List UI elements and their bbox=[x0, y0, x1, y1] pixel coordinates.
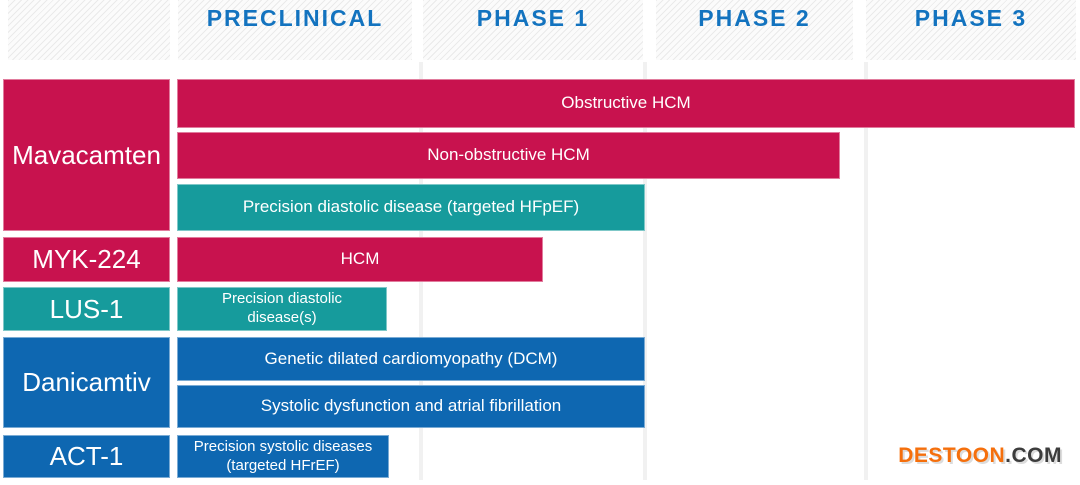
drug-label-lus-1: LUS-1 bbox=[3, 287, 170, 331]
header-phase-1 bbox=[423, 0, 643, 60]
header-phase-3 bbox=[866, 0, 1076, 60]
bar-genetic-dcm: Genetic dilated cardiomyopathy (DCM) bbox=[177, 337, 645, 381]
bar-precision-diastolic-diseases: Precision diastolic disease(s) bbox=[177, 287, 387, 331]
header-spacer-cell bbox=[8, 0, 170, 60]
drug-label-act-1: ACT-1 bbox=[3, 435, 170, 478]
bar-obstructive-hcm: Obstructive HCM bbox=[177, 79, 1075, 128]
header-phase-1-label: PHASE 1 bbox=[476, 5, 590, 31]
watermark bbox=[898, 444, 1062, 468]
bar-hcm: HCM bbox=[177, 237, 543, 282]
bar-non-obstructive-hcm: Non-obstructive HCM bbox=[177, 132, 840, 179]
bar-precision-systolic-hfref: Precision systolic diseases (targeted HFrEF) bbox=[177, 435, 389, 478]
header-preclinical bbox=[178, 0, 412, 60]
header-preclinical-label: PRECLINICAL bbox=[206, 5, 384, 31]
watermark-suffix: .COM bbox=[1005, 444, 1062, 467]
bar-systolic-dysfunction-afib: Systolic dysfunction and atrial fibrillation bbox=[177, 385, 645, 428]
drug-label-mavacamten: Mavacamten bbox=[3, 79, 170, 231]
header-phase-3-label: PHASE 3 bbox=[914, 5, 1028, 31]
header-phase-2 bbox=[656, 0, 853, 60]
watermark-brand: DESTOON bbox=[898, 444, 1006, 467]
bar-precision-diastolic-hfpef: Precision diastolic disease (targeted HFpEF) bbox=[177, 184, 645, 231]
drug-label-danicamtiv: Danicamtiv bbox=[3, 337, 170, 428]
drug-label-myk-224: MYK-224 bbox=[3, 237, 170, 282]
header-phase-2-label: PHASE 2 bbox=[698, 5, 811, 31]
